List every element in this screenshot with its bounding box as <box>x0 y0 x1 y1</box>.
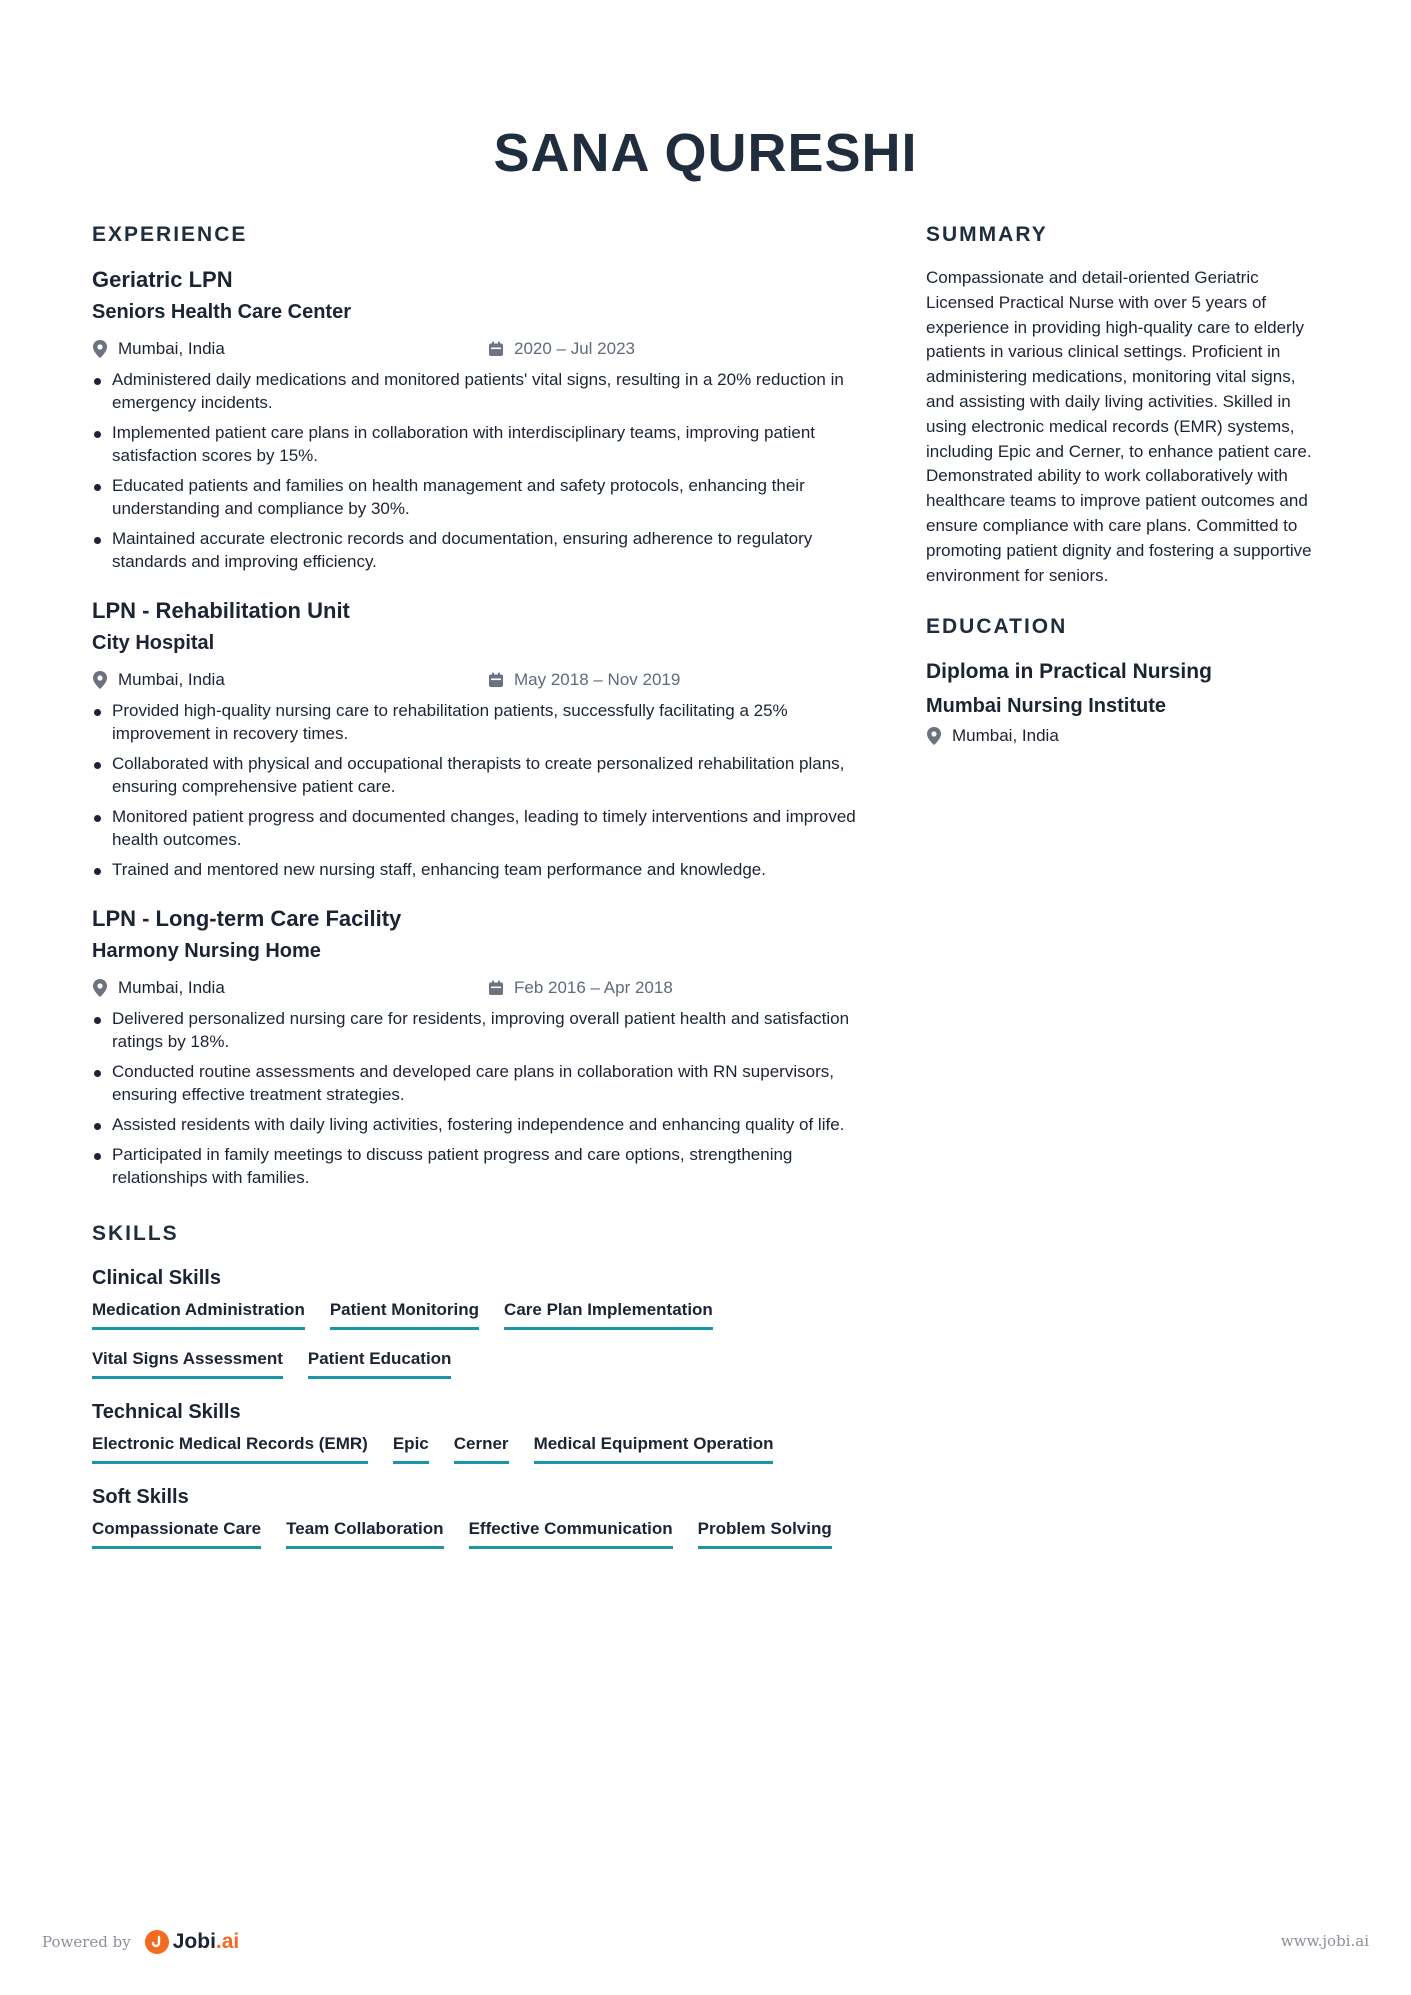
education-school: Mumbai Nursing Institute <box>926 695 1166 718</box>
powered-by-text: Powered by <box>42 1933 131 1951</box>
job-dates-text: Feb 2016 – Apr 2018 <box>514 978 673 997</box>
skill-group <box>92 1484 872 1549</box>
job-meta <box>92 336 872 362</box>
job-company: City Hospital <box>92 632 215 654</box>
job-dates <box>488 978 673 998</box>
job-location-text: Mumbai, India <box>118 978 225 997</box>
education-degree: Diploma in Practical Nursing <box>926 660 1212 684</box>
job-bullet: Administered daily medications and monitored patients' vital signs, resulting in a 20% reduction in emergency incidents. <box>92 368 872 414</box>
job-location-text: Mumbai, India <box>118 339 225 358</box>
skill-group <box>92 1399 872 1464</box>
skill-chip: Medication Administration <box>92 1299 305 1330</box>
job-bullet: Conducted routine assessments and developed care plans in collaboration with RN supervisors, ensuring effective treatment strategies. <box>92 1060 872 1106</box>
job-dates-text: 2020 – Jul 2023 <box>514 339 635 358</box>
job-dates <box>488 670 680 690</box>
skill-group <box>92 1265 872 1379</box>
job-bullet: Maintained accurate electronic records and documentation, ensuring adherence to regulatory standards and improving efficiency. <box>92 527 872 573</box>
skill-chip: Care Plan Implementation <box>504 1299 713 1330</box>
job-bullet: Educated patients and families on health management and safety protocols, enhancing their understanding and compliance by 30%. <box>92 474 872 520</box>
skill-chip: Effective Communication <box>469 1518 673 1549</box>
job-location-text: Mumbai, India <box>118 670 225 689</box>
education-location <box>926 726 1326 746</box>
job-company: Harmony Nursing Home <box>92 940 321 962</box>
job-entry <box>92 905 872 1189</box>
map-pin-icon <box>92 340 108 358</box>
job-dates <box>488 339 635 359</box>
job-location <box>92 339 488 359</box>
job-bullet: Assisted residents with daily living activities, fostering independence and enhancing quality of life. <box>92 1113 872 1136</box>
calendar-icon <box>488 341 504 357</box>
map-pin-icon <box>926 727 942 745</box>
jobi-logo-icon <box>145 1930 169 1954</box>
skill-chip: Vital Signs Assessment <box>92 1348 283 1379</box>
skill-chip: Problem Solving <box>698 1518 832 1549</box>
job-entry <box>92 597 872 881</box>
calendar-icon <box>488 980 504 996</box>
education-heading: EDUCATION <box>926 615 1068 639</box>
experience-heading: EXPERIENCE <box>92 223 248 246</box>
skills-heading: SKILLS <box>92 1222 179 1245</box>
skill-chip: Medical Equipment Operation <box>534 1433 774 1464</box>
skill-group-name: Technical Skills <box>92 1401 241 1423</box>
job-dates-text: May 2018 – Nov 2019 <box>514 670 681 689</box>
footer-website[interactable]: www.jobi.ai <box>1280 1932 1369 1950</box>
job-company: Seniors Health Care Center <box>92 301 351 323</box>
job-bullets <box>92 368 872 573</box>
job-title: LPN - Long-term Care Facility <box>92 906 402 931</box>
job-title: LPN - Rehabilitation Unit <box>92 598 350 623</box>
skill-chips <box>92 1433 872 1464</box>
job-bullet: Trained and mentored new nursing staff, enhancing team performance and knowledge. <box>92 858 872 881</box>
calendar-icon <box>488 672 504 688</box>
left-column <box>92 222 872 1569</box>
candidate-name: SANA QURESHI <box>493 123 918 183</box>
skill-chips <box>92 1518 872 1549</box>
skill-chip: Patient Monitoring <box>330 1299 479 1330</box>
summary-heading: SUMMARY <box>926 223 1048 246</box>
jobi-logo-text: Jobi <box>172 1930 216 1953</box>
job-bullet: Collaborated with physical and occupational therapists to create personalized rehabilitation plans, ensuring comprehensive patient care. <box>92 752 872 798</box>
job-bullet: Participated in family meetings to discuss patient progress and care options, strengthening relationships with families. <box>92 1143 872 1189</box>
skill-chip: Epic <box>393 1433 429 1464</box>
skills-list <box>92 1265 872 1549</box>
experience-list <box>92 266 872 1189</box>
right-column <box>926 222 1326 746</box>
jobi-logo[interactable] <box>145 1930 240 1954</box>
skill-chip: Electronic Medical Records (EMR) <box>92 1433 368 1464</box>
footer-powered-by <box>42 1930 239 1954</box>
skill-group-name: Soft Skills <box>92 1486 189 1508</box>
skill-group-name: Clinical Skills <box>92 1267 221 1289</box>
job-bullets <box>92 699 872 881</box>
job-bullets <box>92 1007 872 1189</box>
job-bullet: Delivered personalized nursing care for residents, improving overall patient health and satisfaction ratings by 18%. <box>92 1007 872 1053</box>
job-bullet: Provided high-quality nursing care to rehabilitation patients, successfully facilitating a 25% improvement in recovery times. <box>92 699 872 745</box>
job-bullet: Monitored patient progress and documented changes, leading to timely interventions and improved health outcomes. <box>92 805 872 851</box>
job-meta <box>92 667 872 693</box>
job-location <box>92 670 488 690</box>
skill-chip: Cerner <box>454 1433 509 1464</box>
education-location-text: Mumbai, India <box>952 726 1059 746</box>
job-meta <box>92 975 872 1001</box>
map-pin-icon <box>92 979 108 997</box>
jobi-logo-suffix: .ai <box>215 1930 240 1953</box>
job-entry <box>92 266 872 573</box>
skill-chip: Patient Education <box>308 1348 452 1379</box>
job-bullet: Implemented patient care plans in collaboration with interdisciplinary teams, improving patient satisfaction scores by 15%. <box>92 421 872 467</box>
skill-chips <box>92 1299 872 1379</box>
map-pin-icon <box>92 671 108 689</box>
skill-chip: Compassionate Care <box>92 1518 261 1549</box>
job-title: Geriatric LPN <box>92 267 233 292</box>
skill-chip: Team Collaboration <box>286 1518 443 1549</box>
job-location <box>92 978 488 998</box>
summary-text: Compassionate and detail-oriented Geriatric Licensed Practical Nurse with over 5 years of experience in providing high-quality care to elderly patients in various clinical settings. Proficient in administering medications, monitoring vital signs, and assisting with daily living activities. Skilled in using electronic medical records (EMR) systems, including Epic and Cerner, to enhance patient care. Demonstrated ability to work collaboratively with healthcare teams to improve patient outcomes and ensure compliance with care plans. Committed to promoting patient dignity and fostering a supportive environment for seniors. <box>926 268 1312 585</box>
